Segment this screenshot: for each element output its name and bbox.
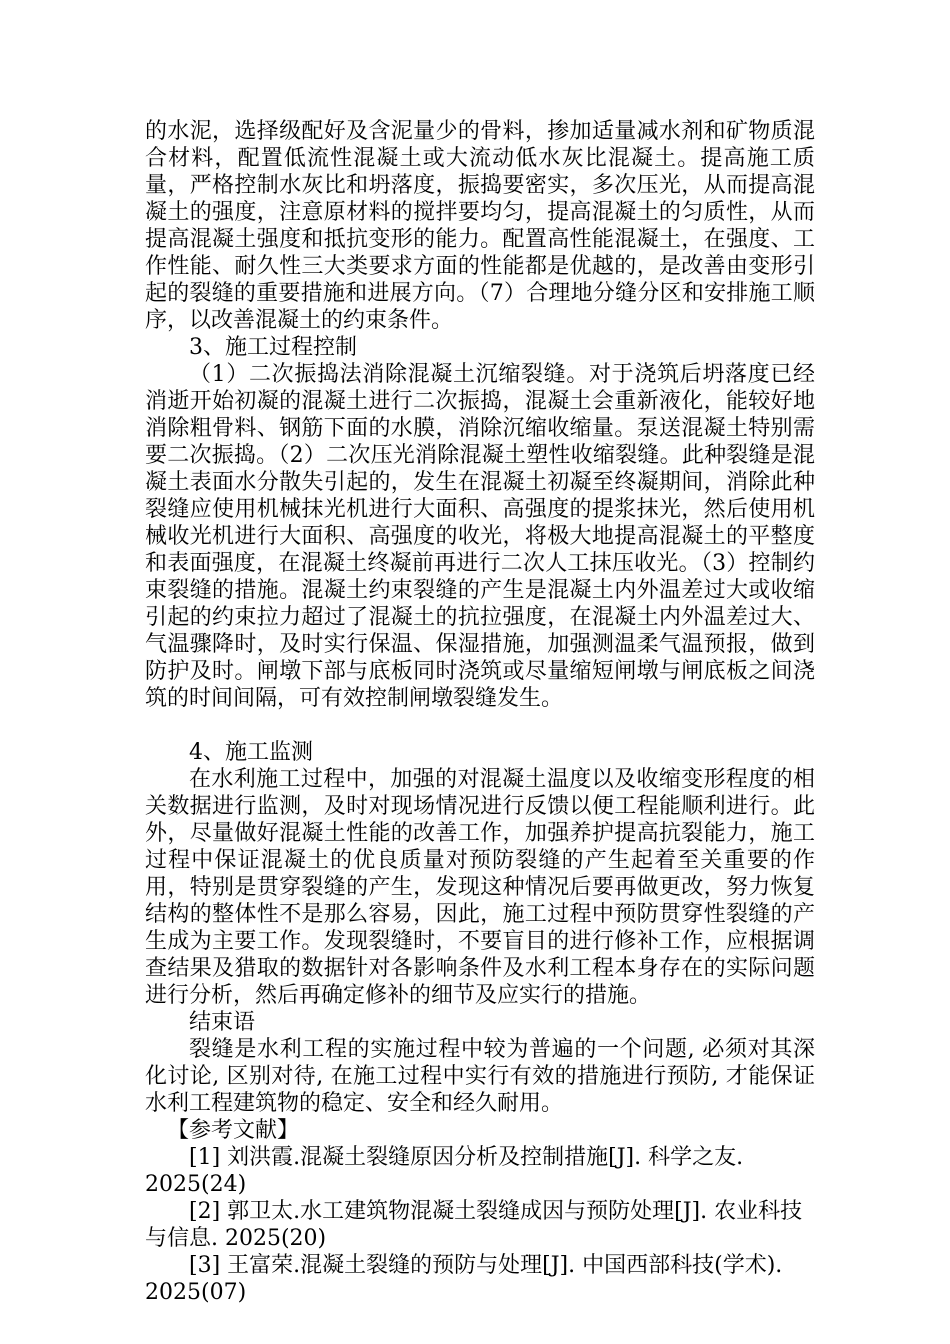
reference-item: [2] 郭卫太.水工建筑物混凝土裂缝成因与预防处理[J]. 农业科技与信息. 2025(20) bbox=[145, 1199, 803, 1251]
monitoring-paragraph: 在水利施工过程中，加强的对混凝土温度以及收缩变形程度的相关数据进行监测，及时对现场情况进行反馈以便工程能顺利进行。此外，尽量做好混凝土性能的改善工作，加强养护提高抗裂能力，施工过程中保证混凝土的优良质量对预防裂缝的产生起着至关重要的作用，特别是贯穿裂缝的产生，发现这种情况后要再做更改，努力恢复结构的整体性不是那么容易，因此，施工过程中预防贯穿性裂缝的产生成为主要工作。发现裂缝时，不要盲目的进行修补工作，应根据调查结果及猎取的数据针对各影响条件及水利工程本身存在的实际问题进行分析，然后再确定修补的细节及应实行的措施。 bbox=[145, 767, 815, 1008]
document-page bbox=[145, 118, 815, 1306]
section-heading-conclusion: 结束语 bbox=[189, 1010, 256, 1035]
section-heading-monitoring: 4、施工监测 bbox=[189, 740, 313, 765]
section-heading-construction-control: 3、施工过程控制 bbox=[189, 335, 357, 360]
intro-paragraph: 的水泥，选择级配好及含泥量少的骨料，掺加适量减水剂和矿物质混合材料，配置低流性混凝土或大流动低水灰比混凝土。提高施工质量，严格控制水灰比和坍落度，振捣要密实，多次压光，从而提高混凝土的强度，注意原材料的搅拌要均匀，提高混凝土的匀质性，从而提高混凝土强度和抵抗变形的能力。配置高性能混凝土，在强度、工作性能、耐久性三大类要求方面的性能都是优越的，是改善由变形引起的裂缝的重要措施和进展方向。（7）合理地分缝分区和安排施工顺序，以改善混凝土的约束条件。 bbox=[145, 119, 815, 333]
paragraph-gap bbox=[145, 712, 815, 739]
references-title: 【参考文献】 bbox=[167, 1118, 300, 1143]
reference-item: [1] 刘洪霞.混凝土裂缝原因分析及控制措施[J]. 科学之友. 2025(24) bbox=[145, 1145, 744, 1197]
conclusion-paragraph: 裂缝是水利工程的实施过程中较为普遍的一个问题, 必须对其深化讨论, 区别对待, 在施工过程中实行有效的措施进行预防, 才能保证水利工程建筑物的稳定、安全和经久耐用。 bbox=[145, 1037, 815, 1116]
construction-control-paragraph: （1）二次振捣法消除混凝土沉缩裂缝。对于浇筑后坍落度已经消逝开始初凝的混凝土进行二次振捣，混凝土会重新液化，能较好地消除粗骨料、钢筋下面的水膜，消除沉缩收缩量。泵送混凝土特别需要二次振捣。（2）二次压光消除混凝土塑性收缩裂缝。此种裂缝是混凝土表面水分散失引起的，发生在混凝土初凝至终凝期间，消除此种裂缝应使用机械抹光机进行大面积、高强度的提浆抹光，然后使用机械收光机进行大面积、高强度的收光，将极大地提高混凝土的平整度和表面强度，在混凝土终凝前再进行二次人工抹压收光。（3）控制约束裂缝的措施。混凝土约束裂缝的产生是混凝土内外温差过大或收缩引起的约束拉力超过了混凝土的抗拉强度，在混凝土内外温差过大、气温骤降时，及时实行保温、保湿措施，加强测温柔气温预报，做到防护及时。闸墩下部与底板同时浇筑或尽量缩短闸墩与闸底板之间浇筑的时间间隔，可有效控制闸墩裂缝发生。 bbox=[145, 362, 815, 711]
reference-item: [3] 王富荣.混凝土裂缝的预防与处理[J]. 中国西部科技(学术). 2025(07) bbox=[145, 1253, 783, 1305]
